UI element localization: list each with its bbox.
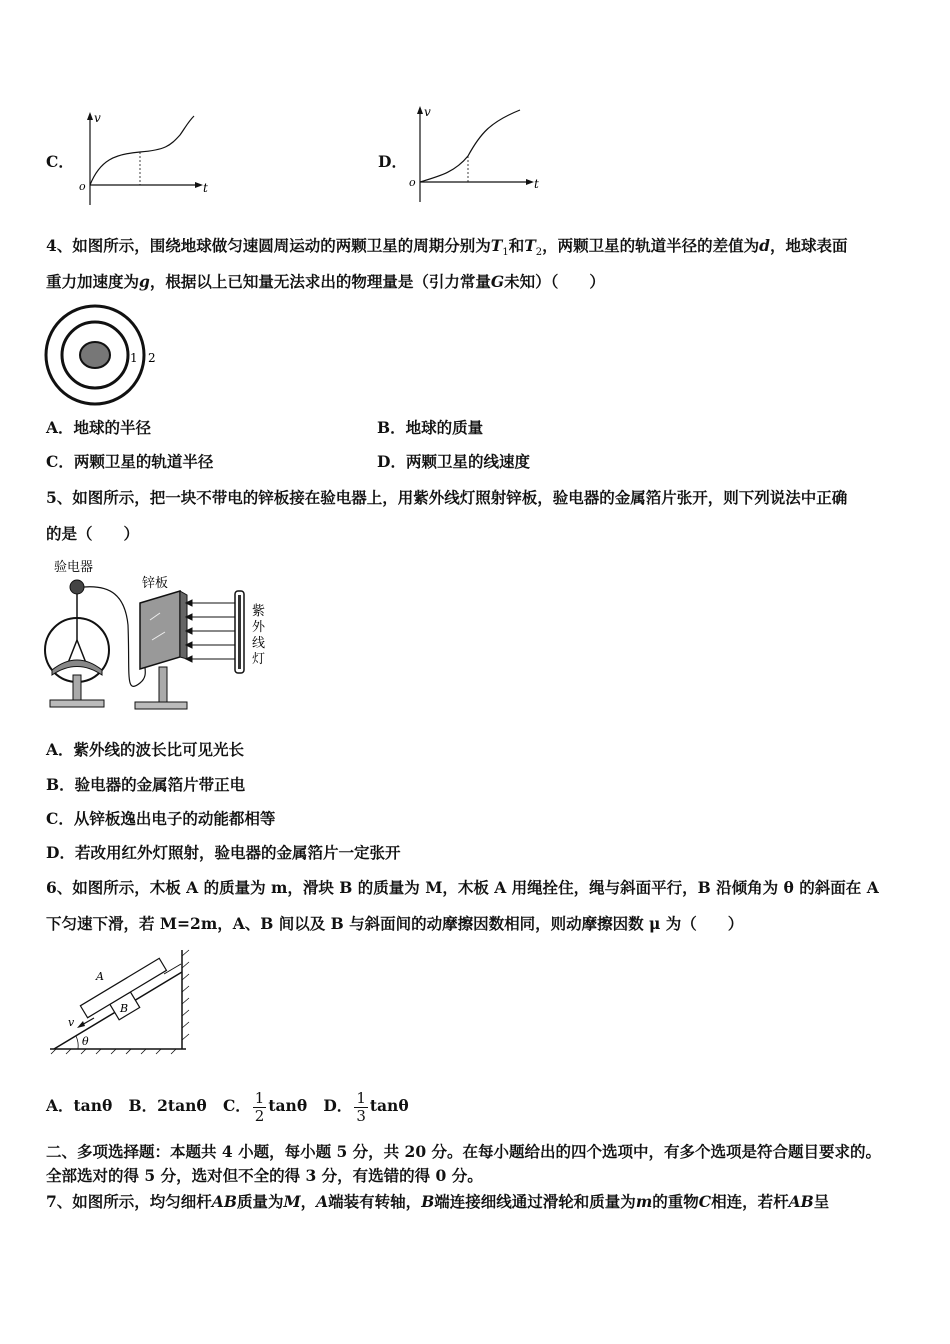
q4-line2: 重力加速度为g，根据以上已知量无法求出的物理量是（引力常量G未知）（ ）	[46, 272, 605, 291]
option-c-graph	[70, 110, 220, 210]
block-b-label: B	[120, 1002, 129, 1015]
board-a-label: A	[96, 970, 104, 983]
option-d-label: D．	[378, 152, 407, 171]
fraction-one-third: $\frac{1}{3}$	[356, 1088, 366, 1125]
section2-line1: 二、多项选择题：本题共 4 小题，每小题 5 分，共 20 分。在每小题给出的四个选项中，有多个选项是符合题目要求的。	[46, 1142, 882, 1161]
theta-label: θ	[82, 1035, 89, 1048]
q6-line1: 6、如图所示，木板 A 的质量为 m，滑块 B 的质量为 M，木板 A 用绳拴住，绳与斜面平行，B 沿倾角为 θ 的斜面在 A	[46, 878, 879, 897]
curve-c	[90, 116, 194, 185]
q5-option-a: A．紫外线的波长比可见光长	[46, 740, 245, 759]
origin-label: o	[409, 176, 416, 189]
q5-line2: 的是（ ）	[46, 524, 140, 543]
earth	[80, 342, 110, 368]
option-c-label: C．	[46, 152, 74, 171]
q6-option-b: B．2tanθ	[128, 1096, 207, 1115]
electroscope-label: 验电器	[54, 560, 94, 575]
incline-diagram	[46, 944, 196, 1056]
orbit-2-label: 2	[148, 351, 156, 365]
q5-option-c: C．从锌板逸出电子的动能都相等	[46, 809, 276, 828]
orbit-1-label: 1	[130, 351, 138, 365]
q6-option-a: A．tanθ	[46, 1096, 113, 1115]
zinc-plate-label: 锌板	[142, 576, 169, 591]
option-d-graph	[400, 104, 550, 204]
axis-v-label: v	[94, 111, 101, 125]
q6-options: A．tanθ B．2tanθ C． $\frac{1}{2}$ tanθ D． $\frac{1}{3}$ tanθ	[46, 1088, 409, 1125]
q6-line2: 下匀速下滑，若 M=2m，A、B 间以及 B 与斜面间的动摩擦因数相同，则动摩擦因数 μ 为（ ）	[46, 914, 744, 933]
curve-d	[420, 110, 520, 182]
velocity-label: v	[68, 1016, 75, 1029]
q4-option-c: C．两颗卫星的轨道半径	[46, 452, 214, 471]
axis-t-label: t	[534, 177, 539, 191]
uv-label-2: 外	[252, 620, 266, 635]
uv-label-3: 线	[252, 636, 266, 651]
q4-option-a: A．地球的半径	[46, 418, 152, 437]
fraction-one-half: $\frac{1}{2}$	[254, 1088, 265, 1125]
axis-t-label: t	[203, 181, 208, 195]
q5-option-b: B．验电器的金属箔片带正电	[46, 775, 246, 794]
q6-option-c: C．	[222, 1096, 251, 1115]
uv-label-4: 灯	[252, 652, 266, 667]
uv-label-1: 紫	[252, 604, 266, 619]
axis-v-label: v	[424, 105, 431, 119]
q7-line1: 7、如图所示，均匀细杆AB质量为M，A端装有转轴，B端连接细线通过滑轮和质量为m的重物C相连，若杆AB呈	[46, 1192, 830, 1211]
section2-line2: 全部选对的得 5 分，选对但不全的得 3 分，有选错的得 0 分。	[46, 1166, 483, 1185]
q4-option-d: D．两颗卫星的线速度	[377, 452, 530, 471]
q4-line1: 4、如图所示，围绕地球做匀速圆周运动的两颗卫星的周期分别为$T_1$和$T_2$，两颗卫星的轨道半径的差值为d，地球表面	[46, 236, 848, 259]
electroscope-diagram	[40, 555, 280, 720]
origin-label: o	[79, 180, 86, 193]
q4-option-b: B．地球的质量	[377, 418, 484, 437]
q5-option-d: D．若改用红外灯照射，验电器的金属箔片一定张开	[46, 843, 401, 862]
satellite-orbit-diagram	[40, 302, 170, 412]
q5-line1: 5、如图所示，把一块不带电的锌板接在验电器上，用紫外线灯照射锌板，验电器的金属箔片张开，则下列说法中正确	[46, 488, 848, 507]
q6-option-d: D．	[323, 1096, 353, 1115]
